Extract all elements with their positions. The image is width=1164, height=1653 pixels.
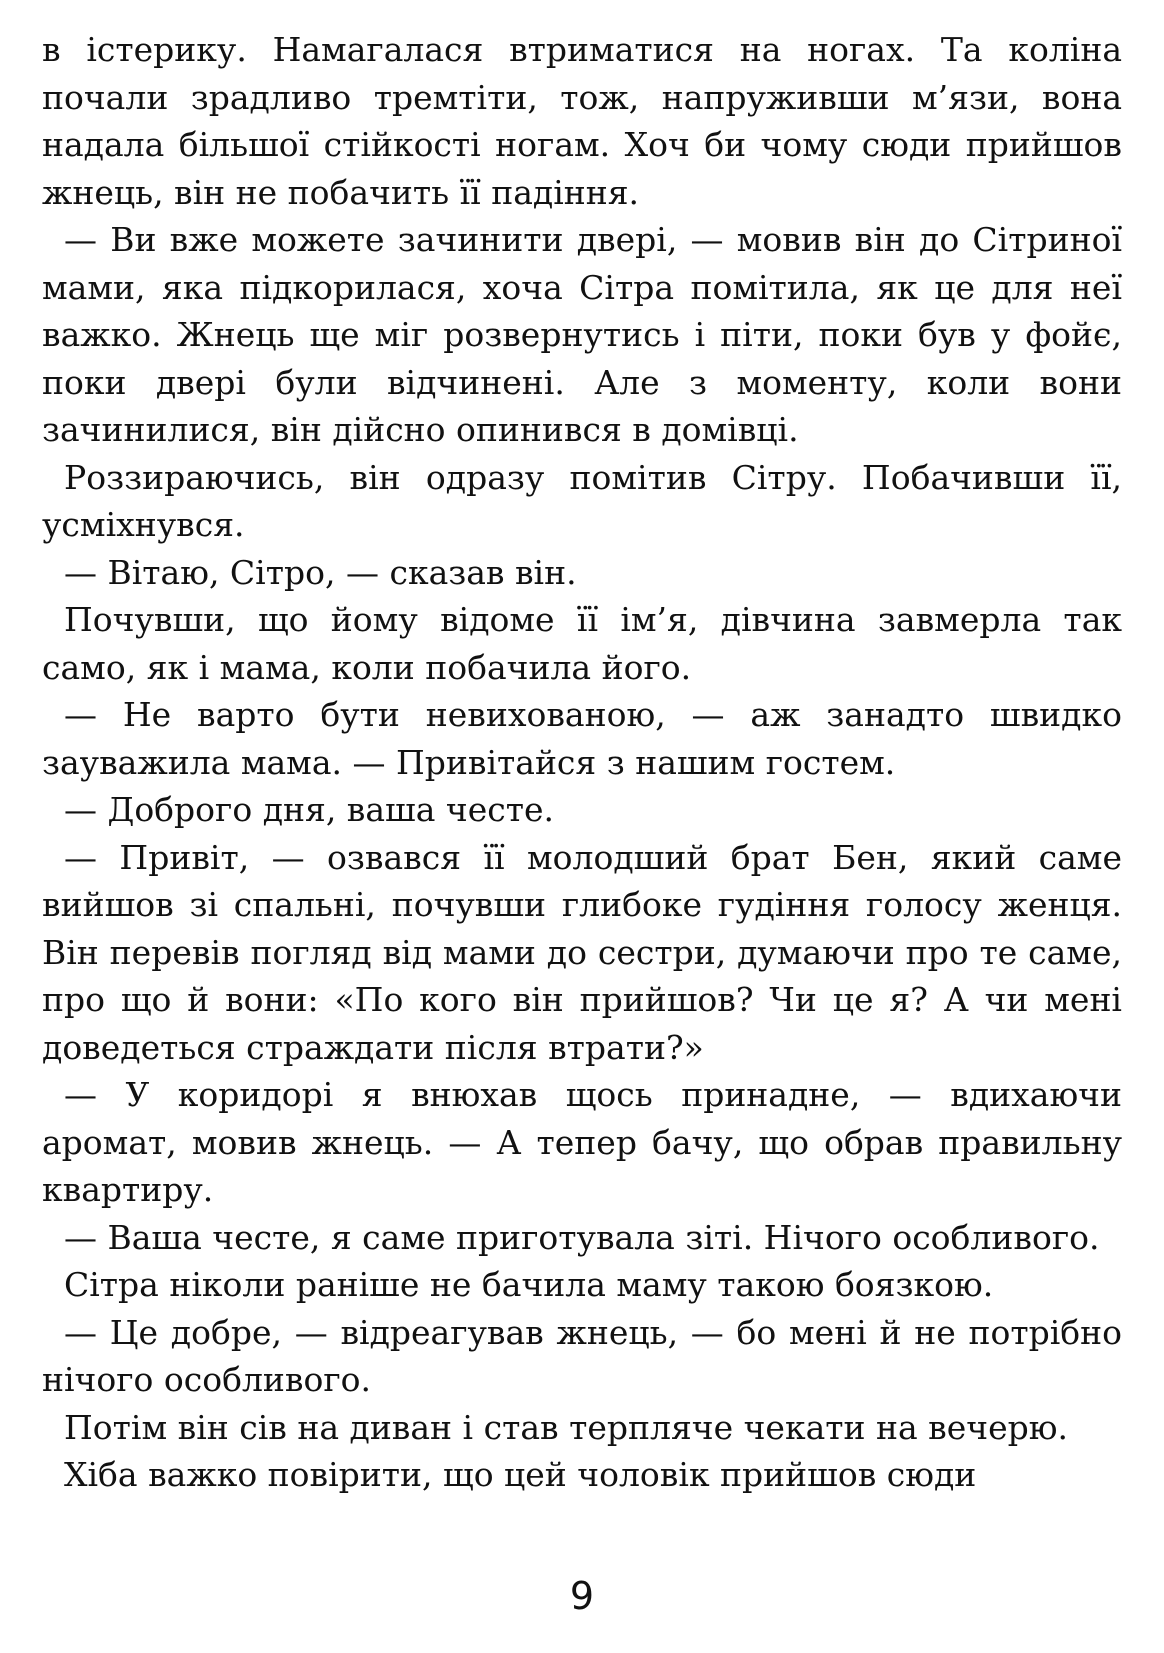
paragraph: — Не варто бути невихованою, — аж занадто швидко зауважила мама. — Привітайся з нашим гостем. [42, 695, 1122, 782]
paragraph: в істерику. Намагалася втриматися на ногах. Та коліна почали зрадливо тремтіти, тож, напруживши м’язи, вона надала більшої стійкості ногам. Хоч би чому сюди прийшов жнець, він не побачить її падіння. [42, 30, 1122, 212]
paragraph: — Доброго дня, ваша честе. [64, 790, 555, 829]
page-number: 9 [569, 1574, 595, 1618]
paragraph: — Ваша честе, я саме приготувала зіті. Нічого особливого. [64, 1217, 1100, 1257]
paragraph: Сітра ніколи раніше не бачила маму такою боязкою. [64, 1265, 994, 1304]
paragraph: Хіба важко повірити, що цей чоловік прийшов сюди [64, 1455, 977, 1494]
paragraph: Почувши, що йому відоме її ім’я, дівчина завмерла так само, як і мама, коли побачила його. [42, 600, 1122, 687]
paragraph: — Ви вже можете зачинити двері, — мовив він до Сітриної мами, яка підкорилася, хоча Сітра помітила, як це для неї важко. Жнець ще міг розвернутись і піти, поки був у фойє, поки двері були відчинені. Але з моменту, коли вони зачинилися, він дійсно опинився в домівці. [42, 220, 1122, 449]
paragraph: Потім він сів на диван і став терпляче чекати на вечерю. [64, 1407, 1068, 1447]
paragraph: — Вітаю, Сітро, — сказав він. [64, 552, 577, 592]
paragraph: — У коридорі я внюхав щось принадне, — вдихаючи аромат, мовив жнець. — А тепер бачу, що обрав правильну квартиру. [42, 1075, 1122, 1209]
paragraph: — Це добре, — відреагував жнець, — бо мені й не потрібно нічого особливого. [42, 1312, 1122, 1399]
book-page-body [42, 26, 1122, 1499]
paragraph: Роззираючись, він одразу помітив Сітру. Побачивши її, усміхнувся. [42, 457, 1122, 544]
paragraph: — Привіт, — озвався її молодший брат Бен, який саме вийшов зі спальні, почувши глибоке гудіння голосу женця. Він перевів погляд від мами до сестри, думаючи про те саме, про що й вони: «По кого він прийшов? Чи це я? А чи мені доведеться страждати після втрати?» [42, 837, 1122, 1067]
